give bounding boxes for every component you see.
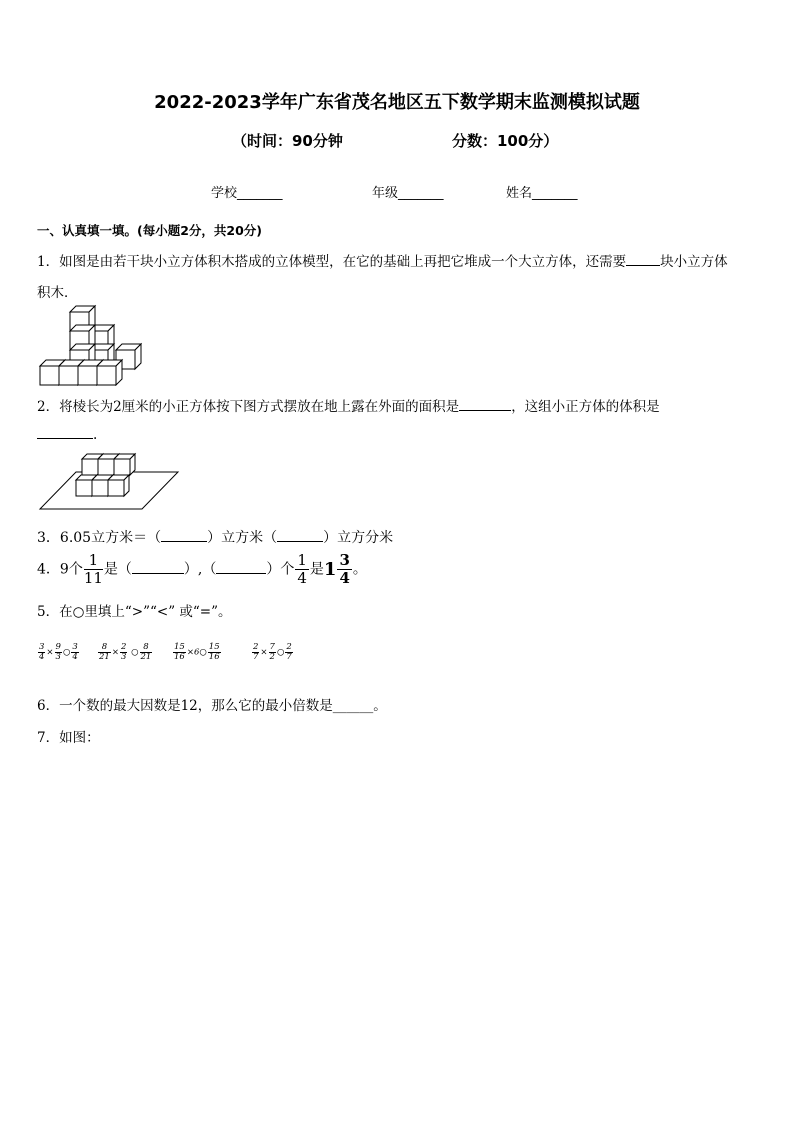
cube-face [108,480,124,496]
school-field[interactable]: 学校_______ [211,186,283,201]
name-field[interactable]: 姓名_______ [506,186,578,201]
q4-text-a: 4．9个 [37,561,83,578]
q5-1-frac-b: $\frac{9}{3}$ [55,642,61,662]
q5-2-frac-a: $\frac{8}{21}$ [99,642,110,662]
q5-3-frac-d: $\frac{15}{16}$ [208,642,220,662]
section-heading: 一、认真填一填。(每小题2分，共20分) [37,223,263,238]
q4-text-b: 是（ [103,561,132,578]
question-2 [37,395,660,415]
question-7: 7．如图： [37,730,100,746]
q4-text-e: 是 [309,561,324,578]
q4-text-d: ）个 [266,561,295,578]
q2-line2 [37,427,97,443]
q5-item-1: $\frac{3}{4}$ × $\frac{9}{3}$ ○ $\frac{3}{4}$ [39,642,78,662]
q5-3-op-circle[interactable]: ×6○ [186,647,207,658]
question-1 [37,250,728,270]
q2-plane-figure [36,450,180,512]
q2-text-pre: 2．将棱长为2厘米的小正方体按下图方式摆放在地上露在外面的面积是 [37,399,460,415]
question-4 [37,553,367,586]
exam-time: （时间：90分钟 [232,132,343,150]
q5-4-compare-circle[interactable]: ○ [276,647,285,658]
q3-text-b: ）立方米（ [207,530,278,546]
q5-2-compare-circle[interactable]: ○ [131,647,139,658]
q4-mixed-whole: 1 [323,559,337,580]
q1-text-pre: 1．如图是由若干块小立方体积木搭成的立体模型，在它的基础上再把它堆成一个大立方体，还需要 [37,254,627,270]
q4-fraction-3: $\frac{3}{4}$ [339,551,350,587]
q5-2-frac-d: $\frac{8}{21}$ [140,642,152,662]
q3-text-c: ）立方分米 [323,530,394,546]
q1-text-post: 块小立方体 [660,254,728,270]
question-5: 5．在○里填上“>”“<” 或“=”。 [37,604,232,620]
q3-text-a: 3．6.05立方米＝（ [37,530,162,546]
q5-2-frac-b: $\frac{2}{3}$ [120,642,127,662]
cube-face [98,459,114,475]
cube-face [59,366,78,385]
q1-answer-blank[interactable] [626,265,660,266]
grade-field[interactable]: 年级_______ [372,186,444,201]
q2-period: . [93,427,98,443]
q5-3-frac-a: $\frac{15}{16}$ [174,642,185,662]
q4-text-f: 。 [352,561,367,578]
q1-line2: 积木． [37,285,78,301]
q2-area-blank[interactable] [459,410,511,411]
q5-4-frac-d: $\frac{2}{7}$ [286,642,292,662]
cube-face [76,480,92,496]
cube-face [92,480,108,496]
page-title: 2022-2023学年广东省茂名地区五下数学期末监测模拟试题 [154,92,640,113]
q5-1-compare-circle[interactable]: ○ [62,647,71,658]
exam-score: 分数：100分） [452,132,559,150]
cube-face [78,366,97,385]
cube-face [97,366,116,385]
q4-fraction-1: $\frac{1}{11}$ [83,551,103,587]
q2-volume-blank[interactable] [37,438,93,439]
q5-item-4: $\frac{2}{7}$ × $\frac{7}{2}$ ○ $\frac{2}{7}$ [253,642,292,662]
cube-face [40,366,59,385]
q4-blank-2[interactable] [216,573,266,574]
q5-item-2: $\frac{8}{21}$ × $\frac{2}{3}$ ○ $\frac{8}{21}$ [99,642,152,662]
q5-item-3 [172,643,222,661]
q4-blank-1[interactable] [132,573,184,574]
q4-fraction-2: $\frac{1}{4}$ [297,551,307,587]
question-6: 6．一个数的最大因数是12，那么它的最小倍数是______。 [37,698,387,714]
cube-face [82,459,98,475]
q4-text-c: ）,（ [183,561,217,578]
q5-4-frac-a: $\frac{2}{7}$ [253,642,259,662]
q5-4-frac-b: $\frac{7}{2}$ [269,642,275,662]
q5-1-frac-d: $\frac{3}{4}$ [72,642,78,662]
q3-blank-1[interactable] [161,541,207,542]
q3-blank-2[interactable] [277,541,323,542]
q1-cube-figure [36,304,142,386]
q5-1-frac-a: $\frac{3}{4}$ [39,642,45,662]
q2-text-post: ，这组小正方体的体积是 [511,399,660,415]
question-3 [37,527,393,547]
cube-face [114,459,130,475]
